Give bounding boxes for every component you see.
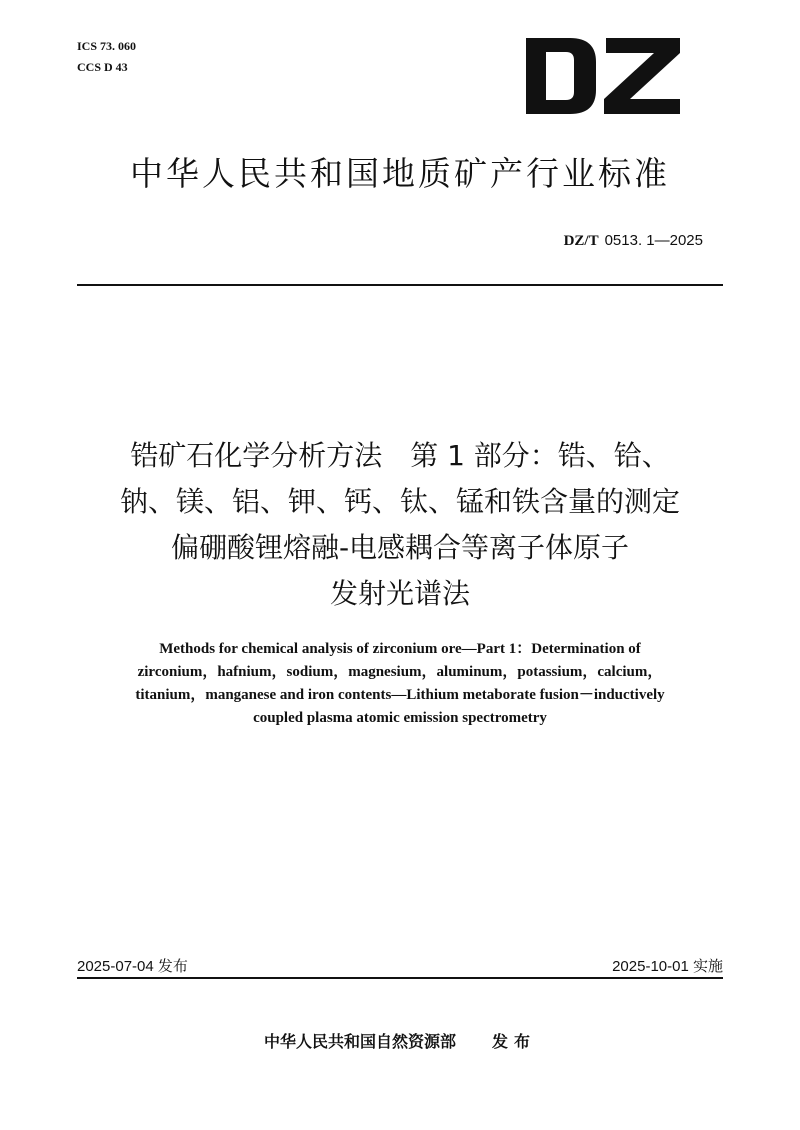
issue-date: 2025-07-04 发布 [77,958,188,975]
dz-logo [526,38,680,114]
standard-code [564,231,703,251]
english-title [60,638,740,730]
english-title-line: titanium，manganese and iron contents—Lithium metaborate fusion－inductively [135,687,665,703]
logo-letter-d [526,38,596,114]
standard-category-title: 中华人民共和国地质矿产行业标准 [130,154,670,193]
publisher-action: 发布 [492,1032,537,1051]
standard-code-number: 0513. 1—2025 [604,232,703,249]
standard-code-prefix: DZ/T [563,233,599,249]
chinese-title-line: 钠、镁、铝、钾、钙、钛、锰和铁含量的测定 [119,485,680,518]
top-divider [77,284,723,286]
chinese-title [0,433,800,617]
chinese-title-line: 锆矿石化学分析方法 第 1 部分：锆、铪、 [130,439,670,472]
logo-letter-z [604,38,680,114]
chinese-title-line: 发射光谱法 [329,577,470,610]
publisher [0,1030,800,1054]
chinese-title-line: 偏硼酸锂熔融-电感耦合等离子体原子 [170,531,630,564]
implementation-date: 2025-10-01 实施 [612,958,723,975]
ics-code: ICS 73. 060 [77,39,137,53]
ccs-code: CCS D 43 [77,60,128,74]
bottom-divider [77,977,723,979]
publisher-name: 中华人民共和国自然资源部 [263,1032,456,1051]
english-title-line: coupled plasma atomic emission spectrometry [253,710,547,726]
english-title-line: Methods for chemical analysis of zirconium ore—Part 1：Determination of [159,641,641,657]
english-title-line: zirconium，hafnium，sodium，magnesium，aluminum，potassium，calcium， [137,664,663,680]
